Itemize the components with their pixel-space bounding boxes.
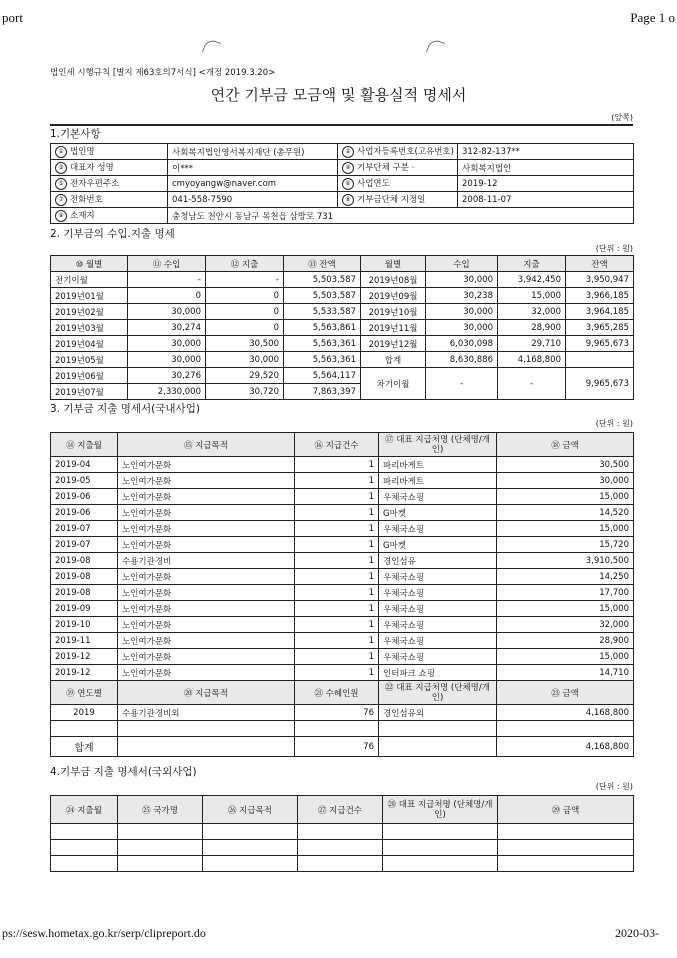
- expense-cell: 1: [295, 473, 379, 489]
- section-3-title: 3. 기부금 지출 명세서(국내사업): [50, 403, 200, 415]
- expense-cell: 15,000: [497, 489, 634, 505]
- carryover-cell: 차기이월: [361, 368, 426, 400]
- front-side-label: (앞쪽): [611, 113, 633, 122]
- expense-row: [51, 521, 634, 537]
- income-expense-table: [50, 255, 634, 400]
- expense-cell: 32,000: [497, 617, 634, 633]
- monthly-cell: 30,276: [128, 368, 206, 384]
- label-text: 사업연도: [357, 179, 390, 190]
- expense-cell: 파리바게트: [379, 457, 497, 473]
- header-balance: 잔액: [566, 256, 634, 272]
- monthly-cell: 2019년12월: [361, 336, 426, 352]
- expense-cell: 2019-08: [51, 553, 118, 569]
- address-row: [51, 208, 634, 224]
- expense-cell: 1: [295, 601, 379, 617]
- expense-row: [51, 457, 634, 473]
- monthly-cell: 0: [128, 288, 206, 304]
- header-country: ㉕ 국가명: [118, 796, 203, 824]
- expense-cell: 1: [295, 569, 379, 585]
- expense-cell: 2019-12: [51, 649, 118, 665]
- info-value: 2019-12: [458, 176, 634, 192]
- expense-cell: 파리바게트: [379, 473, 497, 489]
- monthly-cell: 2019년01월: [51, 288, 128, 304]
- header-expense: 지출: [498, 256, 566, 272]
- empty-row: [51, 856, 634, 872]
- header-month: ⑩ 월별: [51, 256, 128, 272]
- monthly-cell: 29,520: [206, 368, 284, 384]
- expense-cell: 우체국쇼핑: [379, 601, 497, 617]
- carryover-cell: -: [498, 368, 566, 400]
- summary-row: [51, 705, 634, 721]
- header-expense-month: ㉔ 지출월: [51, 796, 118, 824]
- expense-cell: 30,500: [497, 457, 634, 473]
- monthly-cell: 3,942,450: [498, 272, 566, 288]
- expense-cell: 28,900: [497, 633, 634, 649]
- header-purpose: ㉖ 지급목적: [203, 796, 298, 824]
- expense-cell: 1: [295, 505, 379, 521]
- header-count: ㉗ 지급건수: [298, 796, 383, 824]
- summary-header: [51, 681, 634, 705]
- expense-cell: 2019-07: [51, 521, 118, 537]
- header-count: ⑯ 지급건수: [295, 433, 379, 457]
- header-payee: ⑰ 대표 지급처명 (단체명/개인): [379, 433, 497, 457]
- info-label: [338, 160, 458, 176]
- info-row: [51, 160, 634, 176]
- print-footer-url: ps://sesw.hometax.go.kr/serp/clipreport.do: [2, 926, 206, 940]
- monthly-cell: 30,000: [426, 320, 498, 336]
- print-header-left: port: [2, 10, 23, 25]
- monthly-row: [51, 352, 634, 368]
- monthly-cell: 3,950,947: [566, 272, 634, 288]
- expense-cell: 우체국쇼핑: [379, 633, 497, 649]
- monthly-cell: 5,564,117: [284, 368, 361, 384]
- expense-cell: 노인여가문화: [118, 505, 295, 521]
- info-label: [51, 160, 168, 176]
- monthly-cell: 2019년09월: [361, 288, 426, 304]
- empty-row: [51, 721, 634, 737]
- info-label: [338, 176, 458, 192]
- monthly-cell: 30,238: [426, 288, 498, 304]
- monthly-cell: 2019년07월: [51, 384, 128, 400]
- summary-cell: 4,168,800: [497, 705, 634, 721]
- total-row: [51, 737, 634, 757]
- header-month: 월별: [361, 256, 426, 272]
- info-label: [338, 144, 458, 160]
- expense-row: [51, 585, 634, 601]
- label-text: 기부단체 구분 ·: [357, 163, 415, 174]
- summary-header-cell: ⑳ 지급목적: [118, 681, 295, 705]
- monthly-cell: [566, 352, 634, 368]
- expense-cell: 2019-09: [51, 601, 118, 617]
- expense-cell: 우체국쇼핑: [379, 489, 497, 505]
- print-header-page: Page 1 o: [630, 10, 675, 25]
- expense-cell: 1: [295, 633, 379, 649]
- label-text: 기부금단체 지정일: [357, 195, 426, 206]
- monthly-cell: 2,330,000: [128, 384, 206, 400]
- label-text: 법인명: [70, 147, 95, 158]
- monthly-row: [51, 304, 634, 320]
- expense-row: [51, 537, 634, 553]
- expense-cell: 2019-10: [51, 617, 118, 633]
- number-marker: ②: [342, 146, 354, 158]
- expense-cell: 우체국쇼핑: [379, 585, 497, 601]
- number-marker: ③: [55, 162, 67, 174]
- section-4-unit: (단위 : 원): [595, 782, 633, 791]
- carryover-cell: 9,965,673: [566, 368, 634, 400]
- info-row: [51, 192, 634, 208]
- info-value: 041-558-7590: [168, 192, 338, 208]
- monthly-row: [51, 336, 634, 352]
- header-expense: ⑫ 지출: [206, 256, 284, 272]
- expense-cell: G마켓: [379, 505, 497, 521]
- top-rule: [50, 124, 633, 126]
- income-expense-header: [51, 256, 634, 272]
- expense-cell: 노인여가문화: [118, 473, 295, 489]
- expense-cell: 1: [295, 537, 379, 553]
- empty-row: [51, 840, 634, 856]
- monthly-cell: 2019년05월: [51, 352, 128, 368]
- label-text: 전화번호: [70, 195, 103, 206]
- info-label: [51, 192, 168, 208]
- expense-row: [51, 601, 634, 617]
- expense-cell: 노인여가문화: [118, 489, 295, 505]
- label-text: 전자우편주소: [70, 179, 120, 190]
- overseas-expense-header: [51, 796, 634, 824]
- domestic-expense-header: [51, 433, 634, 457]
- monthly-cell: 30,000: [128, 304, 206, 320]
- section-2-title: 2. 기부금의 수입.지출 명세: [50, 228, 175, 240]
- total-count: 76: [295, 737, 379, 757]
- section-2-unit: (단위 : 원): [595, 244, 633, 253]
- total-cell: [379, 737, 497, 757]
- monthly-cell: 2019년11월: [361, 320, 426, 336]
- info-label: [51, 176, 168, 192]
- expense-cell: 노인여가문화: [118, 633, 295, 649]
- monthly-cell: 2019년06월: [51, 368, 128, 384]
- summary-cell: 수용기관경비외: [118, 705, 295, 721]
- summary-header-cell: ㉑ 수혜인원: [295, 681, 379, 705]
- expense-row: [51, 665, 634, 681]
- section-1-title: 1.기본사항: [50, 128, 101, 140]
- monthly-cell: 30,000: [206, 352, 284, 368]
- expense-cell: G마켓: [379, 537, 497, 553]
- monthly-cell: 6,030,098: [426, 336, 498, 352]
- monthly-cell: 5,503,587: [284, 272, 361, 288]
- expense-cell: 노인여가문화: [118, 665, 295, 681]
- expense-cell: 우체국쇼핑: [379, 569, 497, 585]
- section-4-title: 4.기부금 지출 명세서(국외사업): [50, 766, 197, 778]
- monthly-cell: 5,533,587: [284, 304, 361, 320]
- expense-cell: 2019-06: [51, 489, 118, 505]
- monthly-cell: 2019년02월: [51, 304, 128, 320]
- number-marker: ⑧: [342, 194, 354, 206]
- monthly-cell: -: [206, 272, 284, 288]
- monthly-cell: 15,000: [498, 288, 566, 304]
- header-payee: ㉘ 대표 지급처명 (단체명/개인): [383, 796, 498, 824]
- label-text: 사업자등록번호(고유번호): [357, 147, 454, 158]
- monthly-cell: -: [128, 272, 206, 288]
- info-row: [51, 144, 634, 160]
- expense-cell: 2019-04: [51, 457, 118, 473]
- summary-header-cell: ㉓ 금액: [497, 681, 634, 705]
- empty-cell: [295, 721, 379, 737]
- monthly-cell: 2019년03월: [51, 320, 128, 336]
- expense-cell: 14,520: [497, 505, 634, 521]
- header-expense-month: ⑭ 지출월: [51, 433, 118, 457]
- monthly-cell: 5,563,361: [284, 336, 361, 352]
- summary-cell: 경인섬유외: [379, 705, 497, 721]
- header-amount: ⑱ 금액: [497, 433, 634, 457]
- summary-header-cell: ㉒ 대표 지급처명 (단체명/개인): [379, 681, 497, 705]
- info-value: cmyoyangw@naver.com: [168, 176, 338, 192]
- expense-cell: 1: [295, 665, 379, 681]
- expense-cell: 수용기관경비: [118, 553, 295, 569]
- expense-cell: 노인여가문화: [118, 537, 295, 553]
- empty-row: [51, 824, 634, 840]
- expense-row: [51, 617, 634, 633]
- expense-cell: 1: [295, 553, 379, 569]
- info-value: 사회복지법인영서복지재단 (총무원): [168, 144, 338, 160]
- expense-cell: 1: [295, 521, 379, 537]
- info-value: 2008-11-07: [458, 192, 634, 208]
- header-income: 수입: [426, 256, 498, 272]
- info-value: 이***: [168, 160, 338, 176]
- expense-row: [51, 489, 634, 505]
- total-label: 합계: [51, 737, 118, 757]
- monthly-cell: 30,000: [128, 352, 206, 368]
- expense-cell: 2019-05: [51, 473, 118, 489]
- expense-cell: 우체국쇼핑: [379, 649, 497, 665]
- empty-cell: [118, 721, 295, 737]
- monthly-cell: 4,168,800: [498, 352, 566, 368]
- monthly-cell: 7,863,397: [284, 384, 361, 400]
- number-marker: ⑥: [342, 178, 354, 190]
- expense-cell: 30,000: [497, 473, 634, 489]
- monthly-cell: 5,563,361: [284, 352, 361, 368]
- number-marker: ⑨: [55, 210, 67, 222]
- total-cell: [118, 737, 295, 757]
- domestic-expense-table: [50, 432, 634, 757]
- number-marker: ⑤: [55, 178, 67, 190]
- monthly-cell: 29,710: [498, 336, 566, 352]
- expense-cell: 14,250: [497, 569, 634, 585]
- monthly-cell: 3,964,185: [566, 304, 634, 320]
- monthly-cell: 전기이월: [51, 272, 128, 288]
- expense-cell: 노인여가문화: [118, 617, 295, 633]
- address-value: 충청남도 천안시 동남구 목천읍 삼방로 731: [168, 208, 634, 224]
- form-reference: 법인세 시행규칙 [별지 제63호의7서식] <개정 2019.3.20>: [50, 68, 276, 78]
- monthly-cell: 2019년04월: [51, 336, 128, 352]
- expense-cell: 15,720: [497, 537, 634, 553]
- expense-cell: 2019-06: [51, 505, 118, 521]
- summary-cell: 2019: [51, 705, 118, 721]
- empty-cell: [51, 721, 118, 737]
- number-marker: ④: [342, 162, 354, 174]
- monthly-cell: 합계: [361, 352, 426, 368]
- expense-cell: 2019-07: [51, 537, 118, 553]
- expense-cell: 노인여가문화: [118, 601, 295, 617]
- expense-cell: 노인여가문화: [118, 569, 295, 585]
- monthly-cell: 9,965,673: [566, 336, 634, 352]
- header-amount: ㉙ 금액: [498, 796, 634, 824]
- expense-cell: 1: [295, 489, 379, 505]
- overseas-expense-table: [50, 795, 634, 872]
- monthly-row: [51, 288, 634, 304]
- monthly-cell: 30,000: [128, 336, 206, 352]
- document-title: 연간 기부금 모금액 및 활용실적 명세서: [210, 86, 467, 104]
- info-label: [51, 144, 168, 160]
- basic-info-table: [50, 143, 634, 224]
- expense-cell: 17,700: [497, 585, 634, 601]
- monthly-cell: 30,500: [206, 336, 284, 352]
- info-label: [338, 192, 458, 208]
- expense-cell: 2019-08: [51, 569, 118, 585]
- summary-cell: 76: [295, 705, 379, 721]
- punch-mark: [426, 38, 445, 57]
- monthly-row: [51, 368, 634, 384]
- label-text: 대표자 성명: [70, 163, 114, 174]
- expense-cell: 15,000: [497, 649, 634, 665]
- monthly-cell: 8,630,886: [426, 352, 498, 368]
- monthly-cell: 28,900: [498, 320, 566, 336]
- monthly-cell: 3,965,285: [566, 320, 634, 336]
- expense-cell: 경인섬유: [379, 553, 497, 569]
- monthly-cell: 32,000: [498, 304, 566, 320]
- expense-cell: 우체국쇼핑: [379, 617, 497, 633]
- info-label: [51, 208, 168, 224]
- monthly-cell: 5,503,587: [284, 288, 361, 304]
- header-balance: ⑬ 잔액: [284, 256, 361, 272]
- expense-cell: 1: [295, 649, 379, 665]
- total-amount: 4,168,800: [497, 737, 634, 757]
- expense-row: [51, 505, 634, 521]
- monthly-cell: 30,000: [426, 272, 498, 288]
- punch-mark: [202, 38, 221, 57]
- expense-cell: 15,000: [497, 521, 634, 537]
- monthly-cell: 0: [206, 288, 284, 304]
- empty-cell: [497, 721, 634, 737]
- header-income: ⑪ 수입: [128, 256, 206, 272]
- section-3-unit: (단위 : 원): [595, 419, 633, 428]
- print-footer-date: 2020-03-: [615, 926, 659, 940]
- expense-row: [51, 569, 634, 585]
- empty-cell: [379, 721, 497, 737]
- monthly-cell: 5,563,861: [284, 320, 361, 336]
- number-marker: ⑦: [55, 194, 67, 206]
- header-purpose: ⑮ 지급목적: [118, 433, 295, 457]
- expense-row: [51, 649, 634, 665]
- expense-cell: 2019-12: [51, 665, 118, 681]
- info-row: [51, 176, 634, 192]
- expense-cell: 2019-11: [51, 633, 118, 649]
- info-value: 312-82-137**: [458, 144, 634, 160]
- expense-cell: 14,710: [497, 665, 634, 681]
- expense-cell: 3,910,500: [497, 553, 634, 569]
- expense-cell: 노인여가문화: [118, 521, 295, 537]
- monthly-cell: 30,000: [426, 304, 498, 320]
- monthly-cell: 3,966,185: [566, 288, 634, 304]
- expense-row: [51, 473, 634, 489]
- expense-row: [51, 633, 634, 649]
- expense-cell: 노인여가문화: [118, 649, 295, 665]
- monthly-cell: 30,274: [128, 320, 206, 336]
- expense-cell: 1: [295, 617, 379, 633]
- monthly-cell: 30,720: [206, 384, 284, 400]
- expense-cell: 1: [295, 457, 379, 473]
- expense-cell: 노인여가문화: [118, 585, 295, 601]
- monthly-cell: 0: [206, 320, 284, 336]
- number-marker: ①: [55, 146, 67, 158]
- expense-cell: 15,000: [497, 601, 634, 617]
- label-text: 소재지: [70, 211, 95, 222]
- monthly-cell: 0: [206, 304, 284, 320]
- expense-cell: 2019-08: [51, 585, 118, 601]
- expense-cell: 우체국쇼핑: [379, 521, 497, 537]
- expense-cell: 1: [295, 585, 379, 601]
- monthly-cell: 2019년10월: [361, 304, 426, 320]
- monthly-row: [51, 272, 634, 288]
- summary-header-cell: ⑲ 연도별: [51, 681, 118, 705]
- info-value: 사회복지법인: [458, 160, 634, 176]
- expense-cell: 인터파크 쇼핑: [379, 665, 497, 681]
- carryover-cell: -: [426, 368, 498, 400]
- monthly-row: [51, 320, 634, 336]
- expense-cell: 노인여가문화: [118, 457, 295, 473]
- monthly-cell: 2019년08월: [361, 272, 426, 288]
- expense-row: [51, 553, 634, 569]
